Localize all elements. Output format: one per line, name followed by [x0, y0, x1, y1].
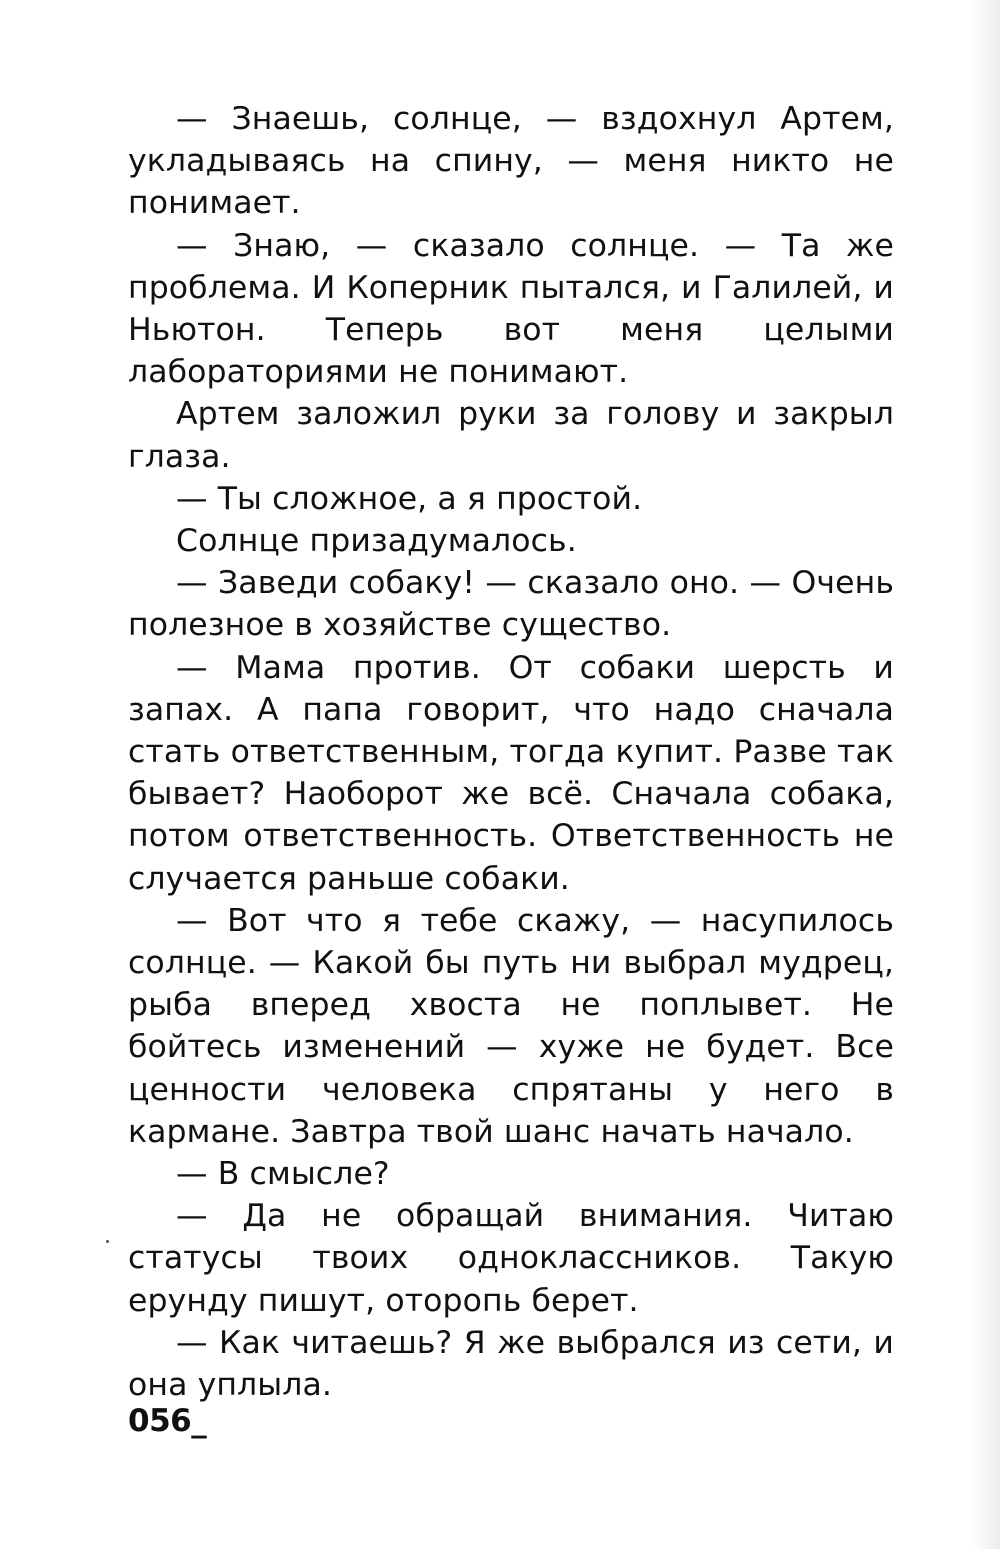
body-text [128, 98, 894, 1406]
paragraph-3: Артем заложил руки за голову и закрыл глаза. [128, 396, 894, 475]
print-speck [106, 1240, 109, 1243]
paragraph-7: — Мама против. От собаки шерсть и запах. А папа говорит, что надо сначала стать ответственным, тогда купит. Разве так бывает? Наоборот же всё. Сначала собака, потом ответственность. Ответственность не случается раньше собаки. [128, 649, 894, 897]
paragraph-10: — Да не обращай внимания. Читаю статусы твоих одноклассников. Такую ерунду пишут, оторопь берет. [128, 1198, 894, 1319]
paragraph-9: — В смысле? [176, 1156, 390, 1193]
paragraph-1: — Знаешь, солнце, — вздохнул Артем, укладываясь на спину, — меня никто не понимает. [128, 101, 894, 222]
page-edge-shadow [972, 0, 1000, 1549]
page-number: 056_ [128, 1403, 207, 1439]
paragraph-2: — Знаю, — сказало солнце. — Та же проблема. И Коперник пытался, и Галилей, и Ньютон. Теперь вот меня целыми лабораториями не понимают. [128, 227, 894, 391]
paragraph-6: — Заведи собаку! — сказало оно. — Очень полезное в хозяйстве существо. [128, 565, 894, 644]
paragraph-5: Солнце призадумалось. [176, 523, 577, 560]
paragraph-8: — Вот что я тебе скажу, — насупилось солнце. — Какой бы путь ни выбрал мудрец, рыба вперед хвоста не поплывет. Не бойтесь изменений — хуже не будет. Все ценности человека спрятаны у него в кармане. Завтра твой шанс начать начало. [128, 902, 894, 1150]
paragraph-4: — Ты сложное, а я простой. [176, 480, 643, 517]
paragraph-11: — Как читаешь? Я же выбрался из сети, и она уплыла. [128, 1324, 894, 1404]
